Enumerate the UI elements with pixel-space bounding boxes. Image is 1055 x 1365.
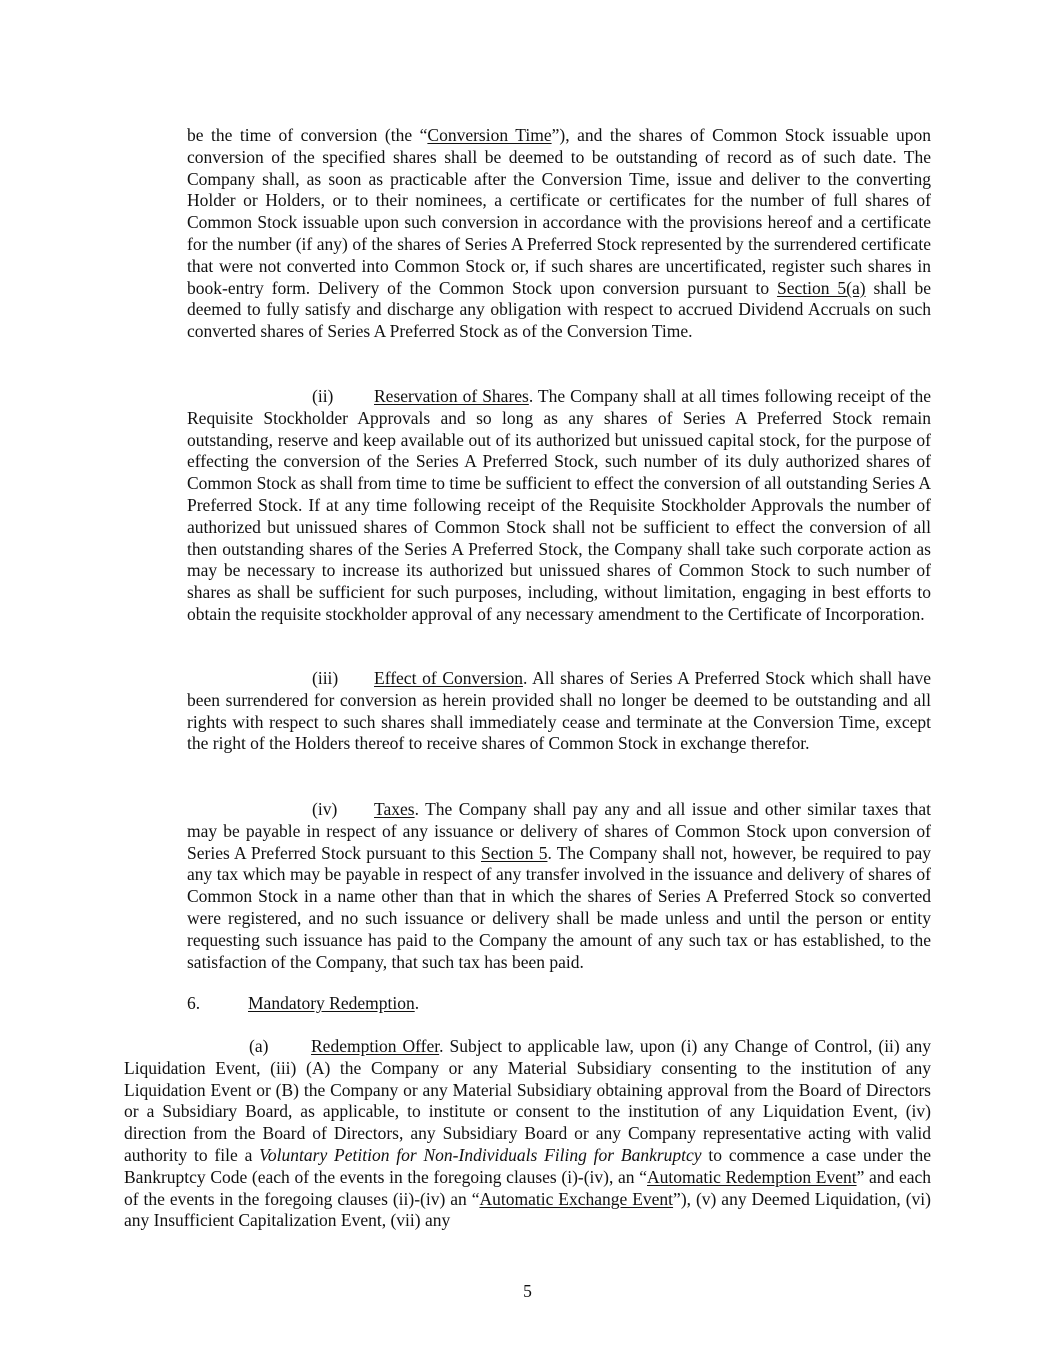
text: . The Company shall pay any and all issue and other similar taxes that may be payable in respect of any issuance or delivery of shares of Common Stock upon conversion of Series A Preferred Stock pursuant to this: [187, 799, 931, 863]
section-title: Mandatory Redemption: [248, 993, 415, 1013]
text: . The Company shall at all times following receipt of the Requisite Stockholder Approvals and so long as any shares of Series A Preferred Stock remain outstanding, reserve and keep available out of its authorized but unissued capital stock, for the purpose of effecting the conversion of the Series A Preferred Stock, such number of its duly authorized shares of Common Stock as shall from time to time be sufficient to effect the conversion of all outstanding Series A Preferred Stock. If at any time following receipt of the Requisite Stockholder Approvals the number of authorized but unissued shares of Common Stock shall not be sufficient to effect the conversion of all then outstanding shares of the Series A Preferred Stock, the Company shall take such corporate action as may be necessary to increase its authorized but unissued shares of Common Stock to such number of shares as shall be sufficient for such purposes, including, without limitation, engaging in best efforts to obtain the requisite stockholder approval of any necessary amendment to the Certificate of Incorporation.: [187, 386, 931, 624]
clause-heading: Taxes: [374, 799, 415, 819]
clause-number: (a): [249, 1036, 269, 1056]
paragraph-conversion-time: [187, 125, 931, 343]
text: ” and each of the events in the foregoing clauses (ii)-(iv) an “: [124, 1166, 932, 1209]
clause-heading: Redemption Offer: [311, 1036, 440, 1056]
paragraph-effect-of-conversion: [187, 668, 931, 755]
paragraph-reservation-of-shares: [187, 386, 931, 626]
text: ”), and the shares of Common Stock issuable upon conversion of the specified shares shall be deemed to be outstanding of record as of such date. The Company shall, as soon as practicable after the Conversion Time, issue and deliver to the converting Holder or Holders, or to their nominees, a certificate or certificates for the number of full shares of Common Stock issuable upon such conversion in accordance with the provisions hereof and a certificate for the number (if any) of the shares of Series A Preferred Stock represented by the surrendered certificate that were not converted into Common Stock or, if such shares are uncertificated, register such shares in book-entry form. Delivery of the Common Stock upon conversion pursuant to: [187, 125, 931, 298]
defined-term-automatic-exchange-event: Automatic Exchange Event: [479, 1188, 674, 1209]
defined-term-conversion-time: Conversion Time: [427, 125, 552, 145]
text: . Subject to applicable law, upon (i) any Change of Control, (ii) any Liquidation Event, (iii) (A) the Company or any Material Subsidiary consenting to the institution of any Liquidation Event or (B) the Company or any Material Subsidiary obtaining approval from the Board of Directors or a Subsidiary Board, as applicable, to institute or consent to the institution of any Liquidation Event, (iv) direction from the Board of Directors, any Subsidiary Board or any Company representative acting with valid authority to file a: [124, 1036, 931, 1165]
paragraph-redemption-offer: [124, 1036, 931, 1232]
text: .: [414, 993, 420, 1013]
section-reference: Section 5: [481, 842, 548, 863]
form-title-italic: Voluntary Petition for Non-Individuals Filing for Bankruptcy: [259, 1144, 702, 1165]
paragraph-taxes: [187, 799, 931, 973]
clause-heading: Reservation of Shares: [374, 386, 529, 406]
text: be the time of conversion (the “: [187, 125, 428, 145]
section-number: 6.: [187, 993, 201, 1013]
clause-number: (iv): [312, 799, 338, 819]
text: ”), (v) any Deemed Liquidation, (vi) any Insufficient Capitalization Event, (vii) any: [124, 1188, 932, 1231]
page-number: 5: [523, 1281, 532, 1301]
defined-term-automatic-redemption-event: Automatic Redemption Event: [647, 1166, 857, 1187]
clause-number: (iii): [312, 668, 339, 688]
section-reference: Section 5(a): [777, 277, 866, 298]
section-heading-mandatory-redemption: [187, 993, 931, 1015]
text: . The Company shall not, however, be required to pay any tax which may be payable in respect of any transfer involved in the issuance and delivery of shares of Common Stock in a name other than that in which the shares of Series A Preferred Stock so converted were registered, and no such issuance or delivery shall be made unless and until the person or entity requesting such issuance has paid to the Company the amount of any such tax or has established, to the satisfaction of the Company, that such tax has been paid.: [187, 842, 931, 972]
clause-number: (ii): [312, 386, 334, 406]
text: to commence a case under the Bankruptcy Code (each of the events in the foregoing clauses (i)-(iv), an “: [124, 1144, 932, 1187]
clause-heading: Effect of Conversion: [374, 668, 524, 688]
text: . All shares of Series A Preferred Stock which shall have been surrendered for conversion as herein provided shall no longer be deemed to be outstanding and all rights with respect to such shares shall immediately cease and terminate at the Conversion Time, except the right of the Holders thereof to receive shares of Common Stock in exchange therefor.: [187, 668, 931, 754]
text: shall be deemed to fully satisfy and discharge any obligation with respect to accrued Dividend Accruals on such converted shares of Series A Preferred Stock as of the Conversion Time.: [187, 277, 931, 342]
